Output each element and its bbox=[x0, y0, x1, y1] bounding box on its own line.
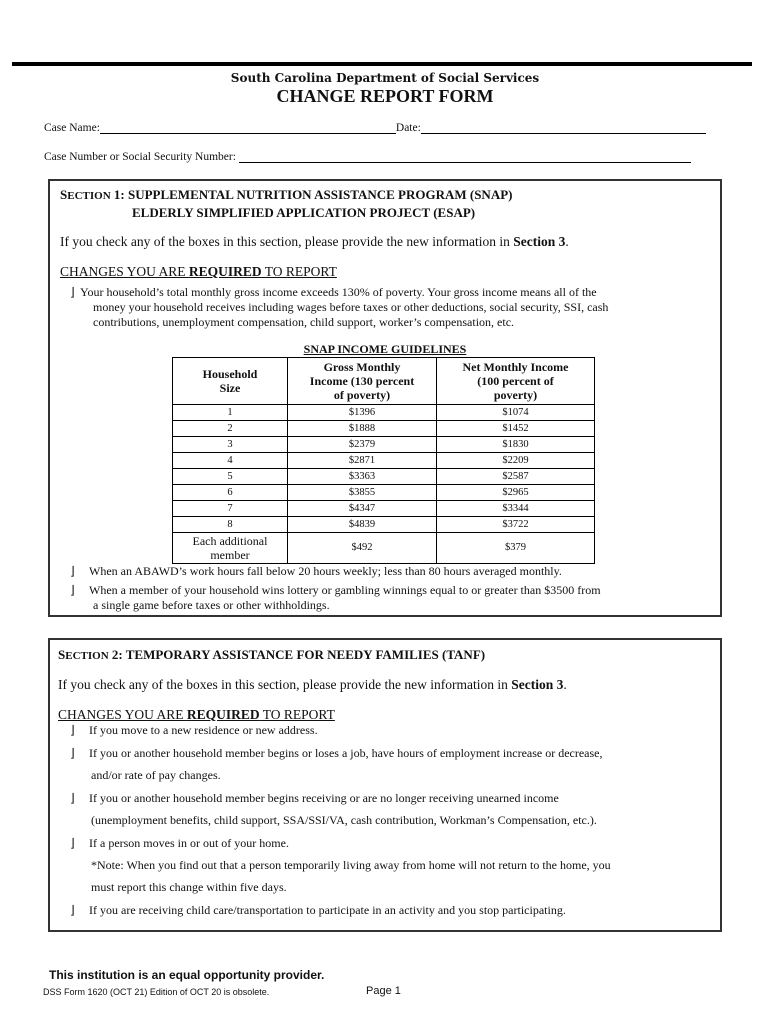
col2-line2: Income (130 percent bbox=[309, 374, 415, 388]
col2-line1: Gross Monthly bbox=[323, 360, 401, 374]
cell-gross: $4839 bbox=[288, 517, 437, 533]
section-2-intro-text: If you check any of the boxes in this section, please provide the new information in bbox=[58, 677, 512, 692]
section-2-item-2-line2: and/or rate of pay changes. bbox=[91, 768, 221, 782]
section-2-item-1 bbox=[70, 723, 318, 739]
cell-gross: $2379 bbox=[288, 437, 437, 453]
checkbox[interactable]: ⌋ bbox=[70, 836, 75, 850]
checkbox[interactable]: ⌋ bbox=[70, 723, 75, 737]
cell-net: $2209 bbox=[437, 453, 595, 469]
item-text: If you are receiving child care/transportation to participate in an activity and you stop participating. bbox=[89, 903, 566, 917]
table-row bbox=[173, 437, 595, 453]
section-2-heading-cap: S bbox=[58, 647, 66, 662]
section-2-intro-bold: Section 3 bbox=[511, 677, 564, 692]
case-name-field[interactable] bbox=[100, 121, 396, 134]
additional-gross: $492 bbox=[288, 533, 437, 564]
section-2-item-4 bbox=[70, 836, 289, 852]
cell-size: 3 bbox=[173, 437, 288, 453]
case-number-field[interactable] bbox=[239, 150, 691, 163]
cell-net: $3344 bbox=[437, 501, 595, 517]
section-1-intro-text: If you check any of the boxes in this section, please provide the new information in bbox=[60, 234, 514, 249]
cell-net: $1074 bbox=[437, 405, 595, 421]
cell-gross: $4347 bbox=[288, 501, 437, 517]
changes-bold: REQUIRED bbox=[188, 264, 262, 279]
section-2-item-3 bbox=[70, 791, 559, 807]
cell-gross: $3855 bbox=[288, 485, 437, 501]
section-1-heading-small: ECTION bbox=[67, 190, 111, 202]
section-2-heading-small: ECTION bbox=[65, 650, 109, 662]
table-row bbox=[173, 517, 595, 533]
checkbox[interactable]: ⌋ bbox=[70, 903, 75, 917]
cell-size: 1 bbox=[173, 405, 288, 421]
cell-gross: $2871 bbox=[288, 453, 437, 469]
section-1-changes-heading bbox=[60, 264, 337, 280]
cell-net: $2965 bbox=[437, 485, 595, 501]
col-net-monthly bbox=[437, 358, 595, 405]
case-number-label: Case Number or Social Security Number: bbox=[44, 151, 236, 163]
cell-gross: $1888 bbox=[288, 421, 437, 437]
changes-post: TO REPORT bbox=[259, 707, 335, 722]
cell-net: $2587 bbox=[437, 469, 595, 485]
item-text: If a person moves in or out of your home. bbox=[89, 836, 289, 850]
additional-net: $379 bbox=[437, 533, 595, 564]
cell-size: 5 bbox=[173, 469, 288, 485]
form-id: DSS Form 1620 (OCT 21) Edition of OCT 20 is obsolete. bbox=[43, 987, 270, 997]
agency-name: South Carolina Department of Social Services bbox=[230, 71, 540, 85]
table-row bbox=[173, 469, 595, 485]
section-2-intro bbox=[58, 677, 567, 693]
changes-pre: CHANGES YOU ARE bbox=[60, 264, 189, 279]
item-text: If you move to a new residence or new address. bbox=[89, 723, 318, 737]
section-1-intro-bold: Section 3 bbox=[513, 234, 566, 249]
col1-line1: Household bbox=[202, 367, 258, 381]
changes-pre: CHANGES YOU ARE bbox=[58, 707, 187, 722]
section-2-intro-end: . bbox=[563, 677, 567, 692]
cell-size: 4 bbox=[173, 453, 288, 469]
cell-size: 7 bbox=[173, 501, 288, 517]
top-rule bbox=[12, 62, 752, 66]
cell-gross: $1396 bbox=[288, 405, 437, 421]
case-name-label: Case Name: bbox=[44, 122, 100, 134]
case-name-row bbox=[44, 121, 706, 134]
item-text: If you or another household member begins receiving or are no longer receiving unearned income bbox=[89, 791, 559, 805]
additional-line2: member bbox=[210, 548, 250, 562]
checkbox[interactable]: ⌋ bbox=[70, 285, 75, 299]
changes-bold: REQUIRED bbox=[186, 707, 260, 722]
cell-size: 2 bbox=[173, 421, 288, 437]
section-1-heading bbox=[60, 187, 512, 203]
col3-line1: Net Monthly Income bbox=[462, 360, 569, 374]
section-1-item-1-line3: contributions, unemployment compensation, child support, worker’s compensation, etc. bbox=[93, 315, 515, 329]
cell-size: 8 bbox=[173, 517, 288, 533]
date-field[interactable] bbox=[421, 121, 706, 134]
col2-line3: of poverty) bbox=[333, 388, 391, 402]
col3-line2: (100 percent of bbox=[477, 374, 554, 388]
section-1-item-2 bbox=[70, 564, 562, 580]
section-2-heading-rest: 2: TEMPORARY ASSISTANCE FOR NEEDY FAMILIES (TANF) bbox=[108, 647, 486, 662]
section-1-heading-cap: S bbox=[60, 187, 68, 202]
col1-line2: Size bbox=[219, 381, 241, 395]
changes-post: TO REPORT bbox=[261, 264, 337, 279]
section-2-item-4-line3: must report this change within five days. bbox=[91, 880, 287, 894]
cell-size: 6 bbox=[173, 485, 288, 501]
page-number: Page 1 bbox=[366, 985, 401, 997]
form-title: CHANGE REPORT FORM bbox=[276, 86, 494, 106]
checkbox[interactable]: ⌋ bbox=[70, 746, 75, 760]
additional-line1: Each additional bbox=[192, 534, 268, 548]
section-2-item-4-line2: *Note: When you find out that a person temporarily living away from home will not return to the home, you bbox=[91, 858, 611, 872]
table-title: SNAP INCOME GUIDELINES bbox=[303, 342, 467, 356]
section-2-changes-heading bbox=[58, 707, 335, 723]
section-2-item-5 bbox=[70, 903, 566, 919]
section-2-item-2 bbox=[70, 746, 603, 762]
case-number-row bbox=[44, 150, 691, 163]
item-text: When an ABAWD’s work hours fall below 20 hours weekly; less than 80 hours averaged monthly. bbox=[89, 564, 562, 578]
section-1-heading-rest: 1: SUPPLEMENTAL NUTRITION ASSISTANCE PROGRAM (SNAP) bbox=[110, 187, 513, 202]
snap-income-table bbox=[172, 357, 595, 564]
section-1-item-1-line2: money your household receives including wages before taxes or other deductions, social security, SSI, cash bbox=[93, 300, 609, 314]
cell-net: $1830 bbox=[437, 437, 595, 453]
table-header-row bbox=[173, 358, 595, 405]
item-text: Your household’s total monthly gross income exceeds 130% of poverty. Your gross income means all of the bbox=[80, 285, 597, 299]
section-1-heading-line2: ELDERLY SIMPLIFIED APPLICATION PROJECT (ESAP) bbox=[132, 205, 476, 220]
table-body bbox=[173, 405, 595, 533]
col3-line3: poverty) bbox=[493, 388, 538, 402]
table-row-additional bbox=[173, 533, 595, 564]
section-1-item-1 bbox=[70, 285, 597, 301]
checkbox[interactable]: ⌋ bbox=[70, 564, 75, 578]
table-row bbox=[173, 453, 595, 469]
checkbox[interactable]: ⌋ bbox=[70, 791, 75, 805]
table-row bbox=[173, 421, 595, 437]
cell-net: $1452 bbox=[437, 421, 595, 437]
additional-label bbox=[173, 533, 288, 564]
item-text: When a member of your household wins lottery or gambling winnings equal to or greater than $3500 from bbox=[89, 583, 601, 597]
section-2-item-3-line2: (unemployment benefits, child support, SSA/SSI/VA, cash contribution, Workman’s Compensation, etc.). bbox=[91, 813, 597, 827]
section-1-item-3 bbox=[70, 583, 601, 599]
table-row bbox=[173, 501, 595, 517]
cell-net: $3722 bbox=[437, 517, 595, 533]
table-row bbox=[173, 485, 595, 501]
checkbox[interactable]: ⌋ bbox=[70, 583, 75, 597]
col-gross-monthly bbox=[288, 358, 437, 405]
section-1-item-3-line2: a single game before taxes or other withholdings. bbox=[93, 598, 330, 612]
cell-gross: $3363 bbox=[288, 469, 437, 485]
item-text: If you or another household member begins or loses a job, have hours of employment increase or decrease, bbox=[89, 746, 603, 760]
col-household-size bbox=[173, 358, 288, 405]
section-2-heading bbox=[58, 647, 485, 663]
section-1-intro bbox=[60, 234, 569, 250]
table-row bbox=[173, 405, 595, 421]
date-label: Date: bbox=[395, 122, 421, 134]
section-1-intro-end: . bbox=[565, 234, 569, 249]
equal-opportunity-statement: This institution is an equal opportunity provider. bbox=[49, 968, 325, 982]
